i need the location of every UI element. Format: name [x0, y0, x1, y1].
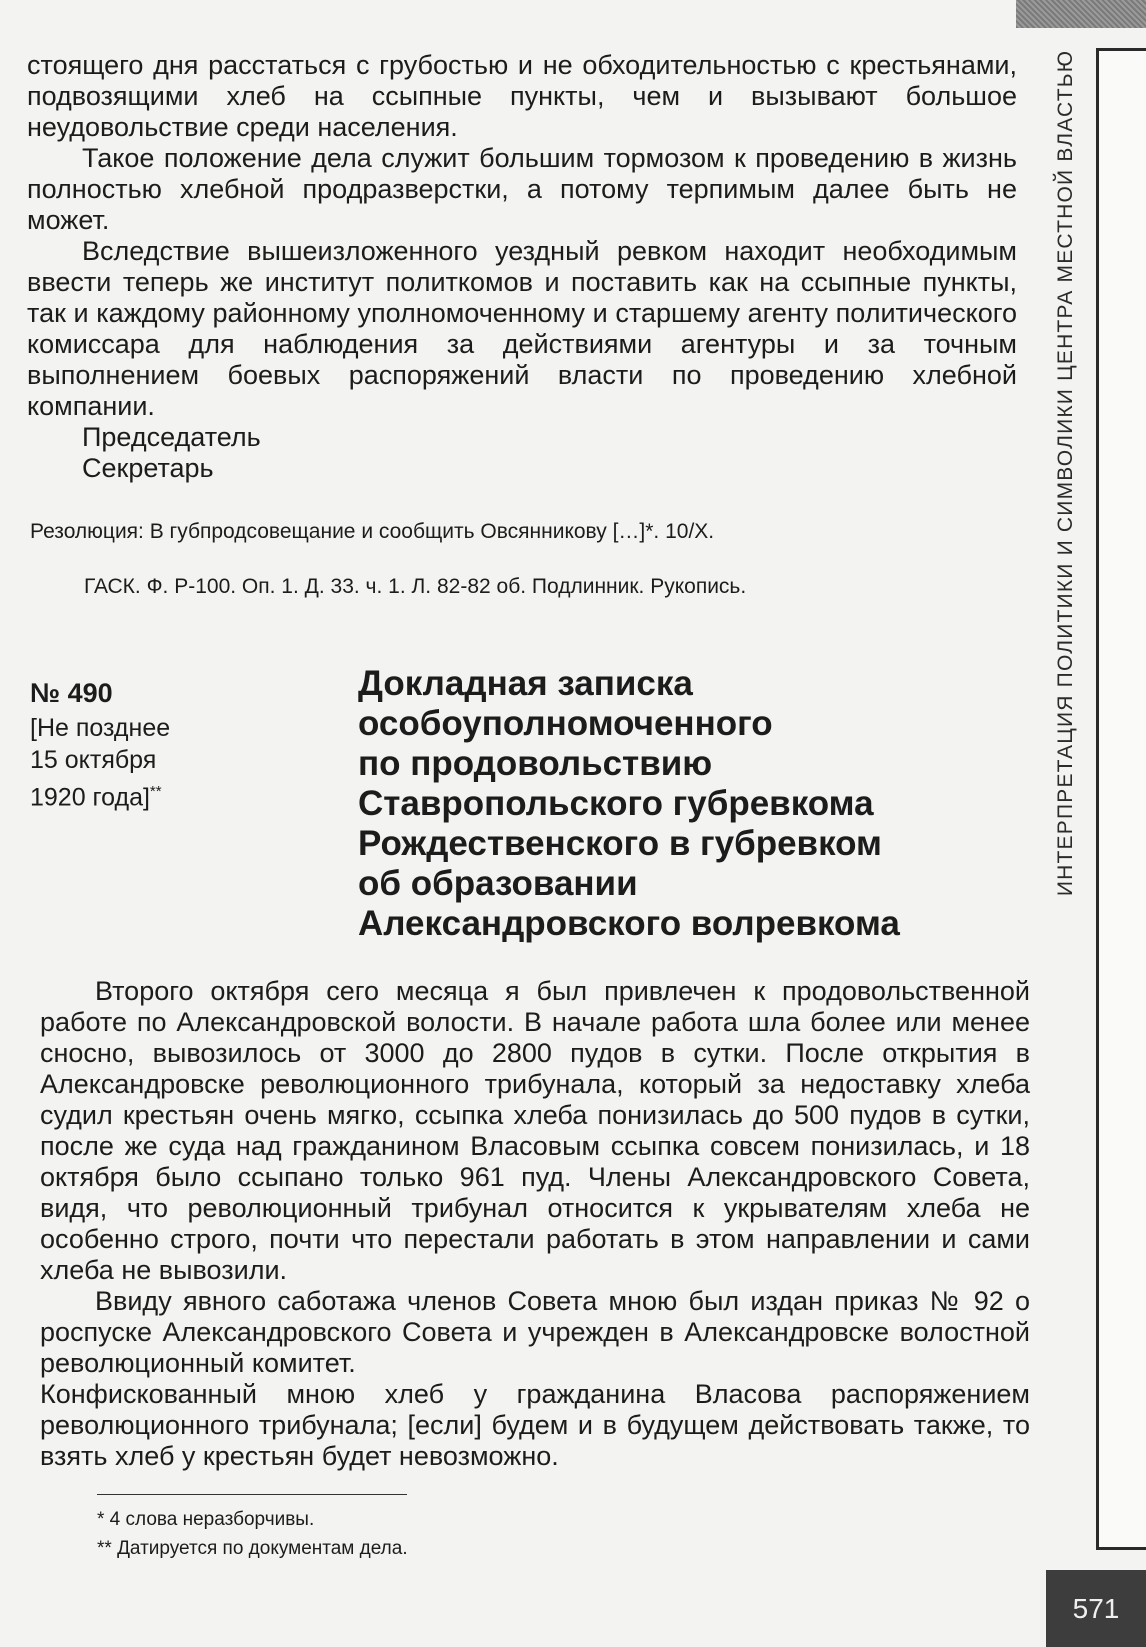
side-frame	[1096, 48, 1146, 1550]
document-number: № 490	[30, 678, 113, 708]
title-line: особоуполномоченного	[358, 704, 773, 743]
date-line: 15 октября	[30, 746, 157, 774]
running-section-title-text: ИНТЕРПРЕТАЦИЯ ПОЛИТИКИ И СИМВОЛИКИ ЦЕНТРА МЕСТНОЙ ВЛАСТЬЮ	[1054, 49, 1077, 897]
paragraph: Конфискованный мною хлеб у гражданина Власова распоряжением революционного трибунала; [если] будем и в будущем действовать также, то взять хлеб у крестьян будет невозможно.	[40, 1379, 1030, 1471]
document-body	[40, 976, 1030, 1472]
footnote-marker: **	[149, 783, 162, 800]
running-section-title	[1050, 48, 1082, 898]
paragraph: Второго октября сего месяца я был привлечен к продовольственной работе по Александровской волости. В начале работа шла более или менее сносно, вывозилось от 3000 до 2800 пудов в сутки. После открытия в Александровске революционного трибунала, который за недоставку хлеба судил крестьян очень мягко, ссыпка хлеба понизилась до 500 пудов в сутки, после же суда над гражданином Власовым ссыпка совсем понизилась, и 18 октября было ссыпано только 961 пуд. Члены Александровского Совета, видя, что революционный трибунал относится к укрывателям хлеба не особенно строго, почти что перестали работать в этом направлении и сами хлеба не вывозили.	[40, 976, 1030, 1285]
page-number: 571	[1046, 1570, 1146, 1647]
paragraph: Ввиду явного саботажа членов Совета мною был издан приказ № 92 о роспуске Александровского Совета и учрежден в Александровске волостной революционный комитет.	[40, 1286, 1030, 1378]
title-line: Рождественского в губревком	[358, 824, 882, 863]
paragraph: Вследствие вышеизложенного уездный ревком находит необходимым ввести теперь же институт политкомов и поставить как на ссыпные пункты, так и каждому районному уполномоченному и старшему агенту политического комиссара для наблюдения за действиями агентуры и за точным выполнением боевых распоряжений власти по проведению хлебной компании.	[27, 236, 1017, 421]
footnote-divider	[97, 1494, 407, 1495]
archive-reference: ГАСК. Ф. Р-100. Оп. 1. Д. 33. ч. 1. Л. 82-82 об. Подлинник. Рукопись.	[84, 575, 747, 598]
footnote: * 4 слова неразборчивы.	[97, 1509, 315, 1530]
title-line: об образовании	[358, 864, 638, 903]
date-line	[30, 776, 170, 813]
previous-document-continuation	[27, 50, 1017, 484]
document-date	[30, 712, 170, 813]
title-line: по продовольствию	[358, 744, 713, 783]
signature-chairman: Председатель	[82, 422, 261, 452]
date-year: 1920 года]	[30, 783, 150, 812]
title-line: Докладная записка	[358, 664, 693, 703]
paragraph: стоящего дня расстаться с грубостью и не обходительностью с крестьянами, подвозящими хлеб на ссыпные пункты, чем и вызывают большое неудовольствие среди населения.	[27, 50, 1017, 142]
footnote: ** Датируется по документам дела.	[97, 1538, 408, 1559]
paragraph: Такое положение дела служит большим тормозом к проведению в жизнь полностью хлебной продразверстки, а потому терпимым далее быть не может.	[27, 143, 1017, 235]
title-line: Александровского волревкома	[358, 904, 900, 943]
title-line: Ставропольского губревкома	[358, 784, 874, 823]
signature-secretary: Секретарь	[82, 453, 214, 483]
corner-tab-decoration	[1016, 0, 1146, 28]
resolution-note: Резолюция: В губпродсовещание и сообщить Овсянникову […]*. 10/Х.	[30, 520, 715, 543]
footnotes	[97, 1505, 408, 1563]
date-line: [Не позднее	[30, 714, 171, 742]
document-title	[358, 664, 998, 944]
